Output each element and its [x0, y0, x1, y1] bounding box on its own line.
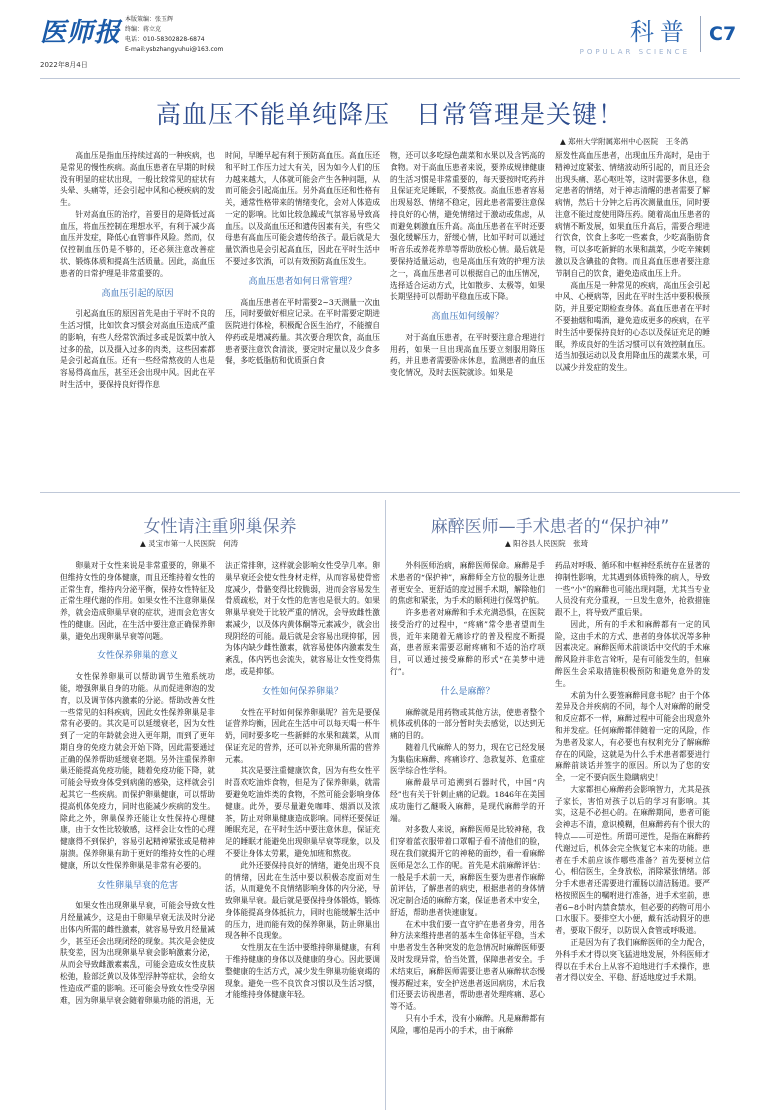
paragraph: 麻醉最早可追溯到石器时代，中国“内经”也有关于针刺止痛的记载。1846年在美国成功施行乙醚吸入麻醉，是现代麻醉学的开端。	[390, 778, 545, 823]
paragraph: 法正常排卵，这样就会影响女性受孕几率。卵巢早衰还会使女性身材走样，从而容易使骨密度减少，骨骼变得比较脆弱，进而会容易发生骨质疏松，对于女性的危害也是很大的。如果卵巢早衰处于比较严重的情况，会导致雌性激素减少，以及体内黄体酮等元素减少，就会出现阴经的可能。最后就是会容易出现抑郁，因为体内缺少雌性激素，就容易使体内激素发生紊乱，体内钙也会流失，就容易让女性变得焦虑，或是抑郁。	[225, 561, 380, 677]
paragraph: 女性保养卵巢可以帮助调节生殖系统功能，增强卵巢自身的功能。从而促进卵泡的发育，以及调节体内激素的分泌。帮助改善女性一些常见的妇科疾病，因此女性保养卵巢是非常有必要的。其次是可以延缓衰老，因为女性到了一定的年龄就会进入更年期，而到了更年期自身的免疫力就会开始下降，因此需要通过正确的保养帮助延缓衰老期。另外注重保养卵巢还能提高免疫功能，随着免疫功能下降，就可能会导致身体受到病菌的感染，这样就会引起其它一些疾病。而保护卵巢健康，可以帮助提高机体免疫力，同时也能减少疾病的发生。除此之外，卵巢保养还能让女性保持心理健康，由于女性比较敏感，这样会让女性的心理健康得不到保护，容易引起精神紧张或是精神崩溃。保养卵巢有助于更好的维持女性的心理健康，所以女性保养卵巢是非常有必要的。	[60, 672, 215, 870]
paragraph: 物，还可以多吃绿色蔬菜和水果以及含钙高的食物。对于高血压患者来说，要养成规律健康的生活习惯是非常重要的，每天要按时吃药并且保证充足睡眠，不要熬夜。高血压患者容易出现易怒、情绪不稳定，因此患者需要注意保持良好的心情，避免情绪过于激动或焦虑，从而避免刺激血压升高。高血压患者在平时还要强化缓解压力，舒缓心情，比如平时可以通过听音乐或养花养草等帮助放松心情。最后就是要保持适量运动，也是高血压有效的护理方法之一，高血压患者可以根据自己的血压情况，选择适合运动方式，比如散步、太极等，如果长期坚持可以帮助平稳血压或下降。	[390, 151, 545, 302]
article2-headline: 女性请注重卵巢保养	[143, 517, 297, 537]
section-subtitle: POPULAR SCIENCE	[579, 48, 690, 56]
subheading: 高血压患者如何日常管理？	[248, 276, 357, 287]
paragraph: 随着几代麻醉人的努力，现在它已经发展为集临床麻醉、疼痛诊疗、急救复苏、危重症医学综合性学科。	[390, 742, 545, 776]
subheading: 女性卵巢早衰的危害	[96, 880, 178, 891]
article3-column-1	[390, 560, 545, 1105]
phone-line: 电话：010-58302828-6874	[125, 36, 205, 43]
article3-byline: ▲ 阳谷县人民医院 张琦	[505, 539, 589, 548]
paragraph: 如果女性出现卵巢早衰，可能会导致女性月经量减少，这是由于卵巢早衰无法及时分泌出体内所需的雌性激素，就容易导致月经量减少，甚至还会出现闭经的现象。其次是会使皮肤变差，因为出现卵巢早衰会影响激素分泌，从而会导致雌激素素乱，可能会造成女性皮肤松弛，脸部泛黄以及体型浮肿等症状，会给女性造成严重的影响。还可能会导致女性受孕困难，因为卵巢早衰会随着卵巢功能的消退，无	[60, 901, 215, 1005]
paragraph: 引起高血压的原因首先是由于平时不良的生活习惯，比如饮食习惯会对高血压造成严重的影响，有些人经常饮酒过多或是饭菜中放入过多的盐，以及摄入过多的肉类，这些因素都是会引起高血压。还有一些经常熬夜的人也是容易得高血压，甚至还会出现中风。因此在平时生活中，要保持良好得作息	[60, 309, 215, 390]
editor-line: 本版策编：张玉辉	[125, 16, 174, 23]
article2-byline: ▲ 灵宝市第一人民医院 何涛	[140, 539, 239, 548]
paragraph: 对于高血压患者，在平时要注意合理进行用药，如果一旦出现高血压要立刻服用降压药，并且患者需要卧床休息，监测患者的血压变化情况，及时去医院就诊。如果是	[390, 332, 545, 378]
masthead-divider	[40, 78, 740, 79]
section-divider	[40, 492, 740, 493]
article1-column-4	[555, 150, 710, 482]
paragraph: 女性朋友在生活中要维持卵巢健康，有利于维持健康的身体以及健康的身心。因此要调整健康的生活方式，减少发生卵巢功能衰竭的现象。避免一些不良饮食习惯以及生活习惯，才能维持身体健康年轻。	[225, 943, 380, 1000]
paragraph: 高血压是指血压持续过高的一种疾病，也是常见的慢性疾病。高血压患者在早期的时候没有明显的症状出现，一般比较常见的症状有头晕、头痛等，还会引起中风和心梗疾病的发生。	[60, 151, 215, 208]
paragraph: 高血压是一种常见的疾病，高血压会引起中风、心梗病等，因此在平时生活中要积极预防，并且要定期检查身体。高血压患者在平时不要抽烟和喝酒，避免造成更多的疾病，在平时生活中要保持良好的心态以及保证充足的睡眠，养成良好的生活习惯可以有效控制血压。适当加强运动以及食用降血压的蔬菜水果，可以减少并发症的发生。	[555, 280, 710, 373]
paragraph: 其次是要注重健康饮食，因为有些女性平时喜欢吃油炸食物，但是为了保养卵巢，就需要避免吃油炸类的食物，不然可能会影响身体健康。此外，要尽量避免咖啡、烟酒以及浓茶，防止对卵巢健康造成影响。同样还要保证睡眠充足，在平时生活中要注意休息，保证充足的睡眠才能避免出现卵巢早衰等现象，以及不要让身体太劳累，避免加班和熬夜。	[225, 766, 380, 858]
subheading: 女性如何保养卵巢？	[261, 686, 343, 697]
editor-line: 终编：蒋立克	[125, 26, 162, 33]
article1-column-2	[225, 150, 380, 482]
paragraph: 时间，早睡早起有利于预防高血压。高血压还和平时工作压力过大有关，因为如今人们的压力越来越大，人体就可能会产生各种问题，从而可能会引起高血压。另外高血压还和性格有关，通常性格带来的情绪变化，会对人体造成一定的影响。比如比较急躁或气氛容易导致高血压。以及高血压还和遗传因素有关，有些父母患有高血压可能会遗传给孩子。最后就是大量饮酒也是会引起高血压，因此在平时生活中不要过多饮酒，可以有效预防高血压发生。	[225, 151, 380, 267]
subheading: 女性保养卵巢的意义	[96, 651, 178, 662]
subheading: 高血压引起的原因	[101, 288, 174, 299]
paragraph: 针对高血压的治疗，首要目的是降低过高血压，将血压控制在理想水平，有利于减少高血压并发症，降低心血管事件风险。然而，仅仅控制血压仍是不够的，还必须注意改善症状、锻炼体质和提高生活质量。因此，高血压患者的日常护理是非常重要的。	[60, 209, 215, 278]
paragraph: 卵巢对于女性来说是非常重要的，卵巢不但维持女性的身体健康，而且还维持着女性的正常生育，维持内分泌平衡，保持女性特征及正常生理代谢的作用。如果女性不注意卵巢保养，就会造成卵巢早衰的症状，进而会危害女性的健康。因此，在生活中要注意正确保养卵巢，避免出现卵巢早衰等问题。	[60, 561, 215, 641]
paragraph: 因此，所有的手术和麻醉都有一定的风险，这由手术的方式、患者的身体状况等多种因素决定。麻醉医师术前谈话中交代的手术麻醉风险并非危言耸听，是有可能发生的，但麻醉医生会采取措施积极预防和避免意外的发生。	[555, 619, 710, 688]
subheading: 什么是麻醉？	[440, 686, 495, 697]
article2-column-2	[225, 560, 380, 1105]
paragraph: 女性在平时如何保养卵巢呢？首先是要保证营养均衡，因此在生活中可以每天喝一杯牛奶，同时要多吃一些新鲜的水果和蔬菜，从而保证充足的营养，还可以补充卵巢所需的营养元素。	[225, 707, 380, 764]
article3-column-2	[555, 560, 710, 1105]
masthead	[30, 12, 750, 72]
newspaper-logo: 医师报	[40, 18, 122, 48]
paragraph: 大家都担心麻醉药会影响智力，尤其是孩子家长，害怕对孩子以后的学习有影响。其实，这是不必担心的。在麻醉期间，患者可能会神志不清，意识模糊，但麻醉药有个很大的特点——可逆性。所谓可逆性，是指在麻醉药代谢过后，机体会完全恢复它本来的功能。患者在手术前应该作哪些准备？首先要树立信心，相信医生，全身放松，消除紧张情绪。部分手术患者还需要进行灌肠以清洁肠道。要严格按照医生的嘱咐进行准备，进手术室前，患者6~8小时内禁食禁水，但必要的药物可用小口水服下。要排空大小便，戴有活动假牙的患者，要取下假牙，以防误入食管或呼吸道。	[555, 784, 710, 936]
email-line: E-mail:ysbzhangyuhui@163.com	[125, 46, 224, 53]
article2-column-1	[60, 560, 215, 1105]
editor-info	[125, 15, 223, 55]
article1-column-3	[390, 150, 545, 482]
paragraph: 在术中我们要一直守护在患者身旁，用各种方法来维持患者的基本生命体征平稳，当术中患者发生各种突发的危急情况时麻醉医师要及时发现异常，恰当处置，保障患者安全。手术结束后，麻醉医师需要让患者从麻醉状态慢慢苏醒过来，安全护送患者返回病房，术后我们还要去访视患者，帮助患者处理疼痛、恶心等不适。	[390, 919, 545, 1012]
paragraph: 高血压患者在平时需要2~3天测量一次血压，同时要做好相应记录。在平时需要定期进医院进行体检，积极配合医生治疗，不能擅自停药或是增减药量。其次要合理饮食，高血压患者要注意饮食清淡，要定时定量以及少食多餐，多吃低脂肪和优质蛋白食	[225, 297, 380, 366]
article1-byline: ▲ 郑州大学附属郑州中心医院 王冬鸽	[560, 137, 689, 146]
paragraph: 正是因为有了我们麻醉医师的全力配合，外科手术才得以突飞猛进地发展，外科医师才得以在手术台上从容不迫地进行手术操作，患者才得以安全、平稳、舒适地度过手术期。	[555, 938, 710, 983]
paragraph: 药品对呼吸、循环和中枢神经系统存在显著的抑制性影响，尤其遇到体质特殊的病人，导致一些“小”的麻醉也可能出现问题，尤其当专业人员没有充分重视，一旦发生意外，抢救措施跟不上，将导致严重后果。	[555, 561, 710, 618]
section-title: 科普	[630, 18, 690, 46]
paragraph: 术前为什么要签麻醉同意书呢？由于个体差异及合并疾病的不同，每个人对麻醉的耐受和反应都不一样，麻醉过程中可能会出现意外和并发症。任何麻醉都伴随着一定的风险，作为患者及家人，有必要也有权利充分了解麻醉存在的风险，这就是为什么手术患者都要进行麻醉前谈话并签字的原因。所以为了您的安全，一定不要向医生隐瞒病史！	[555, 690, 710, 783]
paragraph: 原发性高血压患者，出现血压升高时，是由于精神过度紧张、情绪波动所引起的，而且还会出现头痛、恶心呕吐等，这时需要多休息，稳定患者的情绪，对于神志清醒的患者需要了解病情，然后十分钟之后再次测量血压，同时要注意不能过度使用降压药。随着高血压患者的病情不断发展，如果血压升高后，需要合理进行饮食，饮食上多吃一些素食，少吃高脂肪食物，可以多吃新鲜的水果和蔬菜，少吃辛辣刺激以及含碘盐的食物。而且高血压患者要注意节制自己的饮食，避免造成血压上升。	[555, 151, 710, 278]
article1-headline: 高血压不能单纯降压 日常管理是关键！	[155, 100, 624, 129]
article1-column-1	[60, 150, 215, 482]
issue-date: 2022年8月4日	[40, 61, 88, 69]
column-divider	[385, 500, 386, 1110]
paragraph: 对多数人来说，麻醉医师是比较神秘，我们穿着蓝衣服带着口罩帽子看不清他们的脸，现在我们就揭开它的神秘的面纱，看一看麻醉医师是怎么工作的呢。首先是术前麻醉评估：一般是手术前一天，麻醉医生要为患者作麻醉前评估，了解患者的病史，根据患者的身体情况定制合适的麻醉方案，保证患者术中安全，舒适，帮助患者快速康复。	[390, 825, 545, 917]
page-number: C7	[700, 16, 750, 52]
article3-headline: 麻醉医师—手术患者的“保护神”	[430, 517, 670, 537]
paragraph: 许多患者对麻醉和手术充满恐惧，在医院接受治疗的过程中，“疼痛”常令患者望而生畏，近年来随着无痛诊疗的普及程度不断提高，患者原来需要忍耐疼痛和不适的治疗项目，可以通过接受麻醉的形式“在美梦中进行”。	[390, 608, 545, 677]
paragraph: 此外还要保持良好的情绪，避免出现不良的情绪，因此在生活中要以积极态度面对生活，从而避免不良情绪影响身体的内分泌，导致卵巢早衰。最后就是要保持身体锻炼，锻炼身体能提高身体抵抗力，同时也能缓解生活中的压力，进而能有效的保养卵巢，防止卵巢出现各种不良现象。	[225, 860, 380, 941]
paragraph: 麻醉就是用药物或其他方法，使患者整个机体或机体的一部分暂时失去感觉，以达到无痛的目的。	[390, 707, 545, 741]
paragraph: 只有小手术，没有小麻醉。凡是麻醉都有风险，哪怕是再小的手术，由于麻醉	[390, 1013, 545, 1035]
paragraph: 外科医师治病，麻醉医师保命。麻醉是手术患者的“保护神”，麻醉师全方位的服务让患者更安全、更舒适的度过围手术期，解除他们的焦虑和紧张，为手术的顺利进行保驾护航。	[390, 561, 545, 606]
subheading: 高血压如何缓解？	[431, 312, 504, 323]
